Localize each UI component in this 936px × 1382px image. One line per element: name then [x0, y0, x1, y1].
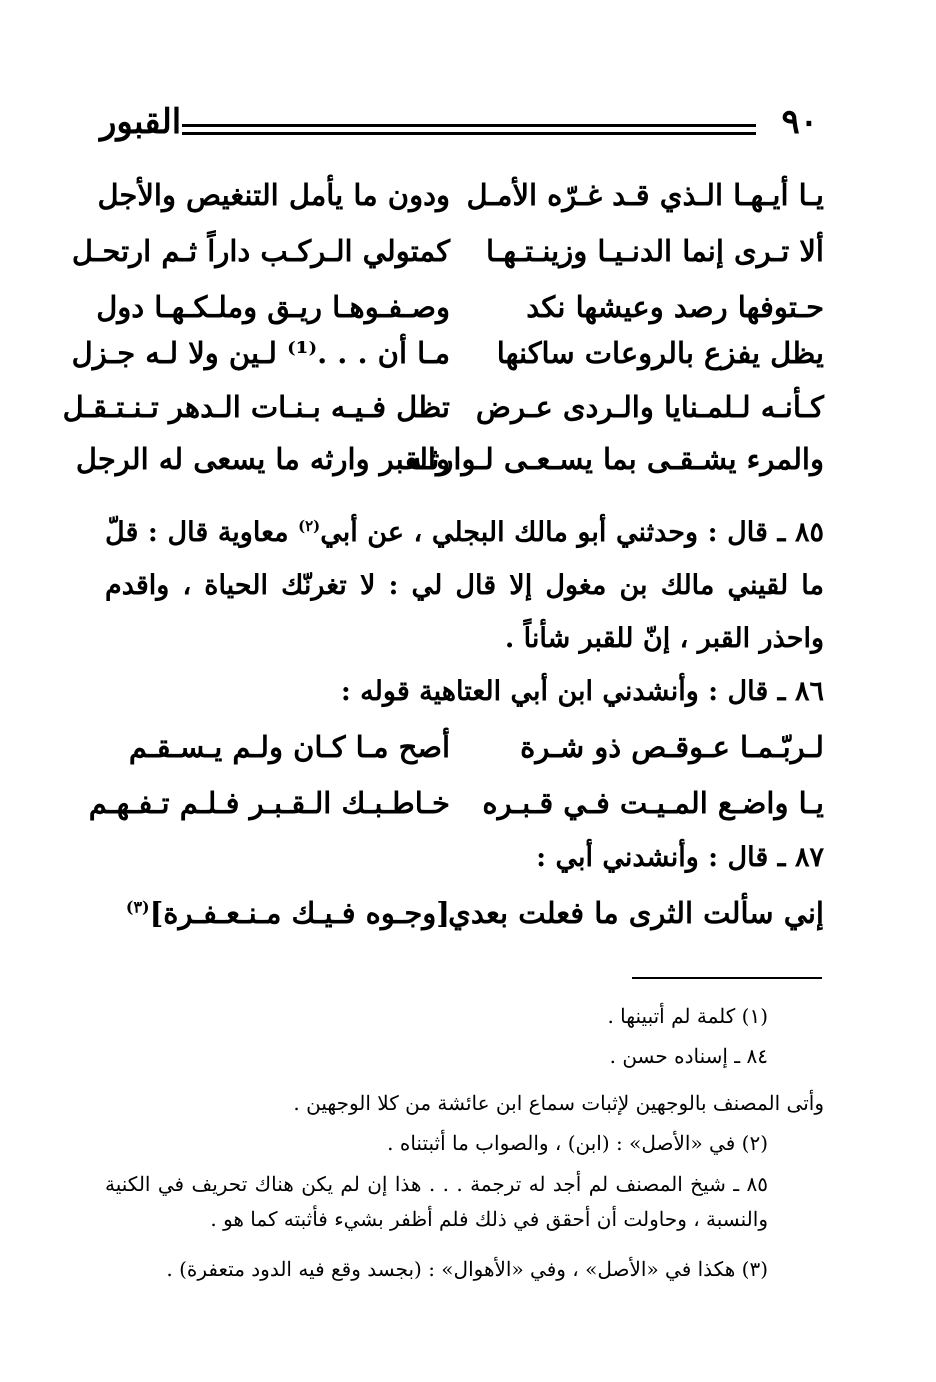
verse-first-hemistich: كـأنـه لـلمـنايا والـردى عـرض: [475, 390, 824, 424]
verse-second-hemistich: ودون ما يأمل التنغيص والأجل: [97, 178, 450, 212]
verse-second-hemistich: خـاطـبـك الـقـبـر فـلـم تـفـهـم: [88, 786, 450, 820]
verse-first-hemistich: يظل يفزع بالروعات ساكنها: [496, 336, 824, 370]
footnote-84-detail: وأتى المصنف بالوجهين لإثبات سماع ابن عائشة من كلا الوجهين .: [293, 1091, 824, 1115]
paragraph-85: [105, 500, 824, 665]
verse-line: [105, 730, 824, 786]
verse-second-hemistich: وصـفـوهـا ريـق وملـكـهـا دول: [96, 290, 450, 324]
verse-line: [97, 178, 824, 234]
footnote-marker-3: (٣): [125, 897, 150, 917]
verse-second-hemistich: تظل فـيـه بـنـات الـدهر تـنـتـقـل: [62, 390, 450, 424]
verse-first-hemistich: يـا أيـهـا الـذي قـد غـرّه الأمـل: [466, 178, 824, 212]
verse-line: [62, 390, 824, 446]
verse-line: [105, 896, 824, 952]
verse-first-hemistich: يـا واضـع المـيـت فـي قـبـره: [482, 786, 824, 820]
page-number: ٩٠: [781, 102, 818, 142]
verse-second-hemistich: [105, 896, 450, 930]
verse-line: [88, 786, 824, 842]
verse-first-hemistich: حـتوفها رصد وعيشها نكد: [526, 290, 824, 324]
verse-first-hemistich: ألا تـرى إنما الدنـيـا وزينـتـهـا: [485, 234, 824, 268]
footnote-separator: [632, 977, 822, 979]
verse-second-hemistich: كمتولي الـركـب داراً ثـم ارتحـل: [71, 234, 450, 268]
verse-line: [71, 336, 824, 392]
verse-first-hemistich: والمرء يشـقـى بما يسـعـى لـوارثـه: [407, 442, 824, 476]
footnote-1: (١) كلمة لم أتبينها .: [607, 1004, 768, 1028]
footnote-84: ٨٤ ـ إسناده حسن .: [609, 1044, 768, 1068]
paragraph-87: ٨٧ ـ قال : وأنشدني أبي :: [536, 842, 824, 873]
verse-second-hemistich: مـا أن . . .⁽¹⁾ لـين ولا لـه جـزل: [71, 336, 450, 370]
paragraph-86: ٨٦ ـ قال : وأنشدني ابن أبي العتاهية قوله :: [340, 676, 824, 707]
header-double-rule: [182, 124, 756, 135]
verse-line: [71, 234, 824, 290]
running-title: القبور: [100, 102, 182, 142]
paragraph-85-text-start: ٨٥ ـ قال : وحدثني أبو مالك البجلي ، عن أبي: [320, 517, 824, 548]
verse-line: [75, 442, 824, 498]
footnote-85: ٨٥ ـ شيخ المصنف لم أجد له ترجمة . . . هذا إن لم يكن هناك تحريف في الكنية والنسبة ، وحاولت أن أحقق في ذلك فلم أظفر بشيء فأثبته كما هو .: [105, 1172, 768, 1231]
verse-second-hemistich: والقبر وارثه ما يسعى له الرجل: [75, 442, 450, 476]
verse-first-hemistich: إني سألت الثرى ما فعلت بعدي: [448, 896, 824, 930]
footnote-marker-2: (٢): [298, 517, 321, 535]
verse-first-hemistich: لـربّـمـا عـوقـص ذو شـرة: [520, 730, 824, 764]
verse-second-hemistich-text: [وجـوه فـيـك مـنـعـفـرة]: [149, 896, 450, 930]
paragraph-85-text-end: معاوية قال : قلّ ما لقيني مالك بن مغول إلا قال لي : لا تغرنّك الحياة ، واقدم واحذر القبر ، إنّ للقبر شأناً .: [105, 517, 824, 654]
footnote-3: (٣) هكذا في «الأصل» ، وفي «الأهوال» : (بجسد وقع فيه الدود متعفرة) .: [166, 1257, 768, 1281]
footnote-2: (٢) في «الأصل» : (ابن) ، والصواب ما أثبتناه .: [387, 1131, 768, 1155]
page-header: [100, 102, 818, 152]
verse-second-hemistich: أصح مـا كـان ولـم يـسـقـم: [128, 730, 450, 764]
